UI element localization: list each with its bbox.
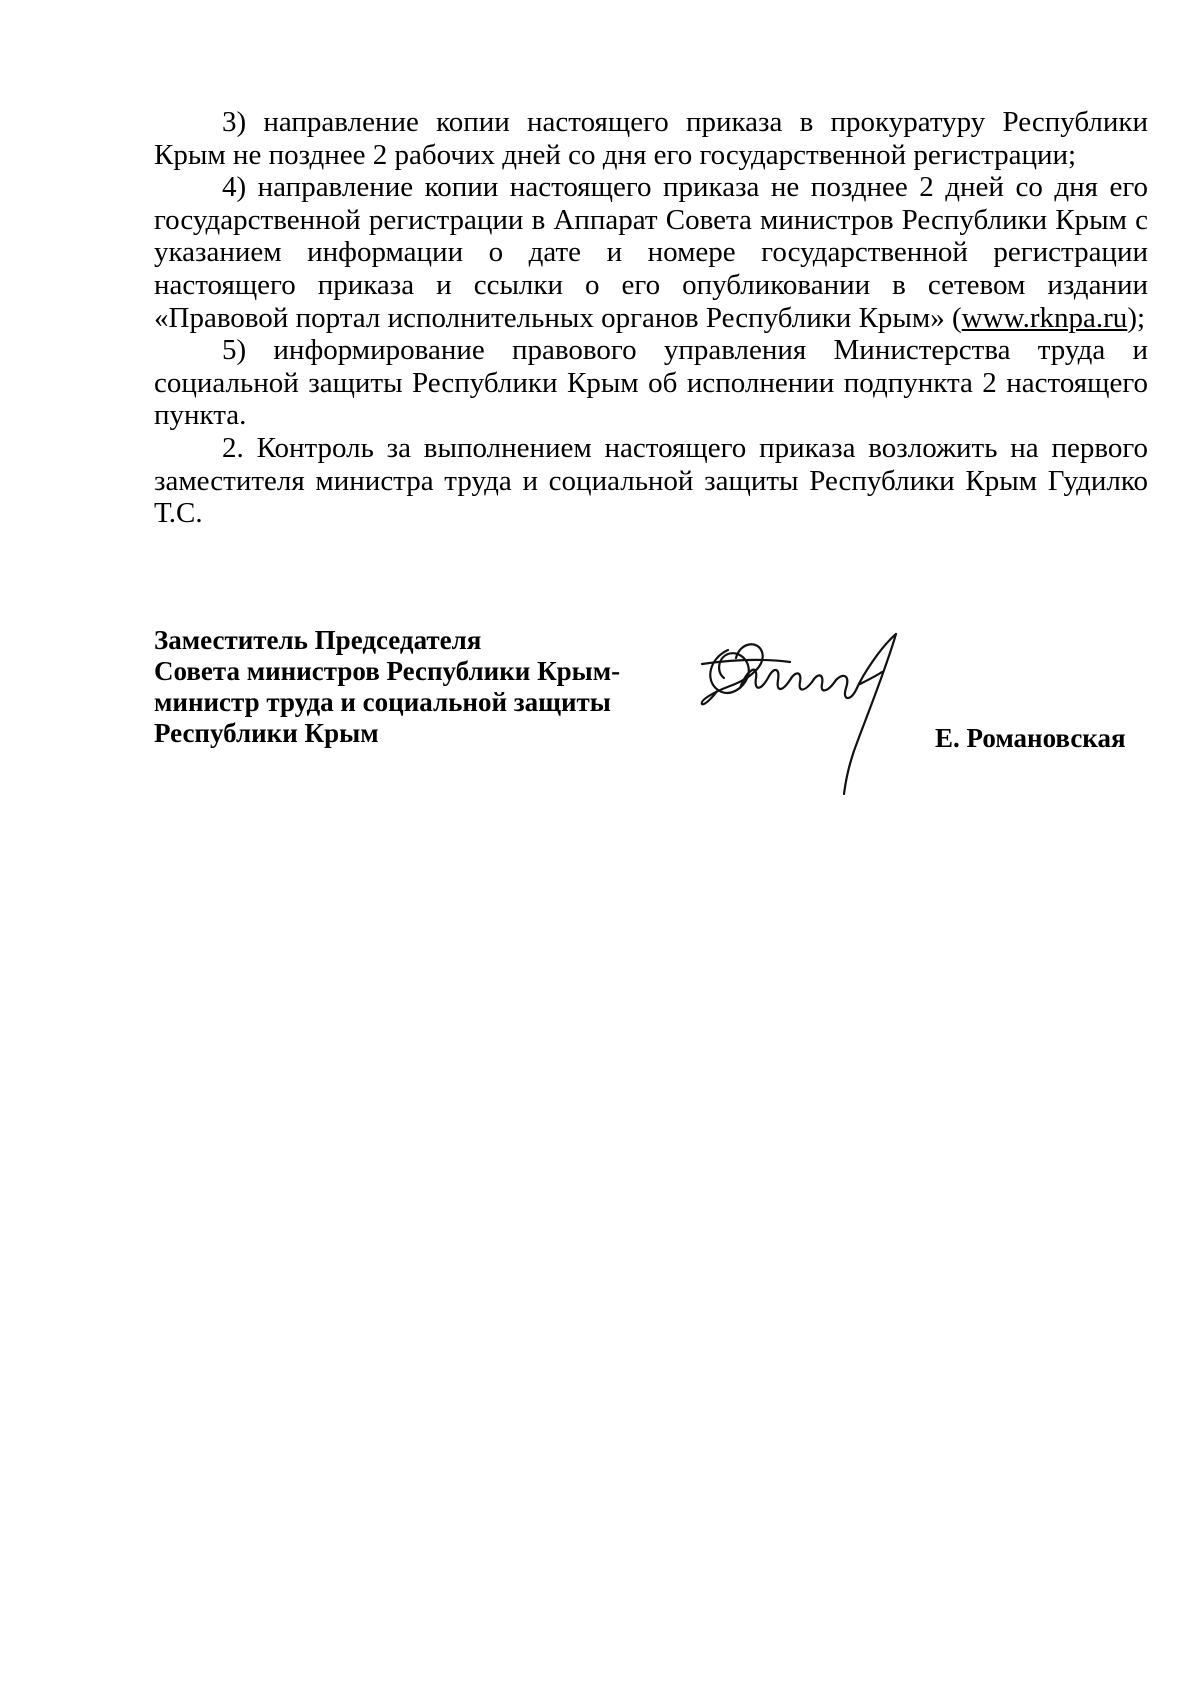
paragraph-item-5: 5) информирование правового управления Министерства труда и социальной защиты Республики Крым об исполнении подпункта 2 настоящего пункта. bbox=[154, 334, 1148, 432]
signer-position-line: министр труда и социальной защиты bbox=[154, 687, 611, 717]
rknpa-link[interactable]: www.rknpa.ru bbox=[961, 301, 1128, 334]
signer-position bbox=[154, 625, 620, 749]
handwritten-signature bbox=[700, 628, 960, 798]
paragraph-item-4 bbox=[154, 171, 1148, 334]
paragraph-item-4-text: 4) направление копии настоящего приказа не позднее 2 дней со дня его государственной регистрации в Аппарат Совета министров Республики Крым с указанием информации о дате и номере государственной регистрации настоящего приказа и ссылки о его опубликовании в сетевом издании «Правовой портал исполнительных органов Республики Крым» ( bbox=[154, 171, 1148, 334]
signer-position-line: Заместитель Председателя bbox=[154, 625, 482, 655]
signer-position-line: Совета министров Республики Крым- bbox=[154, 656, 621, 686]
signer-name: Е. Романовская bbox=[935, 723, 1126, 753]
signer-position-line: Республики Крым bbox=[154, 718, 379, 748]
paragraph-item-4-tail: ); bbox=[1127, 301, 1146, 334]
document-body bbox=[154, 106, 1148, 530]
paragraph-item-3: 3) направление копии настоящего приказа в прокуратуру Республики Крым не позднее 2 рабочих дней со дня его государственной регистрации; bbox=[154, 106, 1148, 171]
paragraph-point-2: 2. Контроль за выполнением настоящего приказа возложить на первого заместителя министра труда и социальной защиты Республики Крым Гудилко Т.С. bbox=[154, 431, 1148, 530]
